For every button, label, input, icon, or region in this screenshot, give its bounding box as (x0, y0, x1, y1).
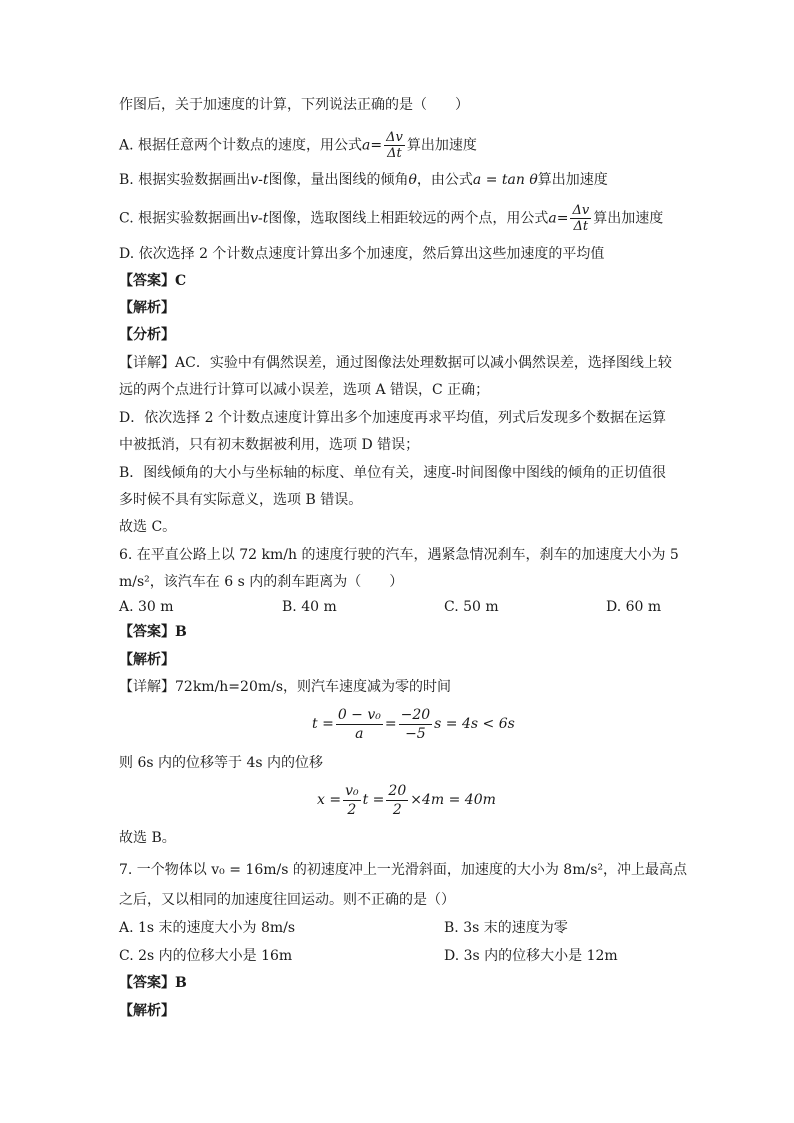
q6-eq2-fraction-1 (343, 782, 361, 819)
q6-eq2-den1: 2 (347, 801, 357, 818)
q5-option-c-fraction (570, 203, 591, 234)
q6-stem-line-1: 6. 在平直公路上以 72 km/h 的速度行驶的汽车，遇紧急情况刹车，刹车的加速度大小为 5 (119, 547, 679, 563)
q6-eq2-result: ×4m = 40m (410, 792, 496, 808)
q6-option-c: C. 50 m (444, 599, 499, 615)
q7-option-a: A. 1s 末的速度大小为 8m/s (119, 920, 296, 936)
q5-option-a-eq: = (370, 137, 383, 154)
q6-eq1-lhs: t = (312, 716, 334, 732)
q5-conclusion: 故选 C。 (119, 519, 177, 535)
q5-option-a (119, 130, 477, 161)
q6-eq1-fraction-2 (399, 706, 433, 743)
q6-option-a: A. 30 m (119, 599, 174, 615)
q5-detail-line-3: D．依次选择 2 个计数点速度计算出多个加速度再求平均值，列式后发现多个数据在运算 (119, 410, 667, 426)
q5-detail-line-2: 远的两个点进行计算可以减小误差，选项 A 错误，C 正确； (119, 382, 490, 398)
q5-option-c-vt: v-t (250, 210, 269, 227)
q6-equation-displacement (317, 780, 496, 820)
q7-stem-line-2: 之后，又以相同的加速度往回运动。则不正确的是（） (119, 892, 455, 908)
q5-option-b-pre: B. 根据实验数据画出 (119, 172, 251, 188)
q6-detail-line-1: 【详解】72km/h=20m/s，则汽车速度减为零的时间 (119, 679, 452, 695)
q5-option-b-formula: a = tan θ (472, 172, 538, 188)
q5-option-c (119, 203, 663, 234)
q5-option-c-eq: = (556, 210, 569, 227)
q6-detail-line-2: 则 6s 内的位移等于 4s 内的位移 (119, 755, 323, 771)
q5-option-b-mid2: ，由公式 (416, 172, 473, 188)
q6-eq1-num1: 0 − v₀ (337, 706, 381, 723)
q6-eq1-num2: −20 (400, 706, 431, 723)
q5-option-a-fraction (384, 130, 405, 161)
q5-option-a-denominator: Δt (387, 146, 402, 161)
q5-option-c-numerator: Δv (572, 203, 590, 218)
q7-option-b: B. 3s 末的速度为零 (444, 920, 568, 936)
q5-option-c-mid: 图像，选取图线上相距较远的两个点，用公式 (268, 210, 549, 227)
q5-option-c-pre: C. 根据实验数据画出 (119, 210, 251, 227)
q5-option-b-post: 算出加速度 (537, 172, 608, 188)
q7-jiexi-label: 【解析】 (119, 1003, 175, 1019)
q6-eq2-num1: v₀ (345, 782, 359, 799)
q6-eq1-den2: −5 (405, 725, 426, 742)
q7-option-c: C. 2s 内的位移大小是 16m (119, 948, 293, 964)
q5-option-a-pre: A. 根据任意两个计数点的速度，用公式 (119, 137, 363, 154)
q6-jiexi-label: 【解析】 (119, 652, 175, 668)
q6-answer: 【答案】B (119, 624, 187, 640)
q5-option-a-post: 算出加速度 (406, 137, 477, 154)
q6-eq2-num2: 20 (388, 782, 407, 799)
q6-eq2-fraction-2 (386, 782, 408, 819)
q7-answer: 【答案】B (119, 975, 187, 991)
q6-equation-time (312, 704, 515, 744)
q5-option-a-numerator: Δv (386, 130, 403, 145)
q5-option-c-denominator: Δt (573, 219, 589, 234)
q7-option-d: D. 3s 内的位移大小是 12m (444, 948, 618, 964)
q6-eq2-lhs: x = (317, 792, 342, 808)
q5-option-b-theta: θ (408, 172, 417, 188)
q5-detail-line-6: 多时候不具有实际意义，选项 B 错误。 (119, 492, 363, 508)
q6-option-d: D. 60 m (606, 599, 662, 615)
q5-fenxi-label: 【分析】 (119, 327, 175, 343)
q6-eq1-fraction-1 (336, 706, 383, 743)
q5-option-b-mid: 图像，量出图线的倾角 (268, 172, 409, 188)
q7-stem-line-1: 7. 一个物体以 v₀ = 16m/s 的初速度冲上一光滑斜面，加速度的大小为 8m/s²，冲上最高点 (119, 862, 687, 878)
q5-detail-line-4: 中被抵消，只有初末数据被利用，选项 D 错误； (119, 437, 420, 453)
q5-option-a-var: a (362, 137, 371, 154)
q5-option-c-post: 算出加速度 (593, 210, 664, 227)
q6-option-b: B. 40 m (282, 599, 337, 615)
q5-detail-line-1: 【详解】AC．实验中有偶然误差，通过图像法处理数据可以减小偶然误差，选择图线上较 (119, 355, 672, 371)
q5-detail-line-5: B．图线倾角的大小与坐标轴的标度、单位有关，速度-时间图像中图线的倾角的正切值很 (119, 465, 667, 481)
q5-option-d: D. 依次选择 2 个计数点速度计算出多个加速度，然后算出这些加速度的平均值 (119, 246, 605, 262)
q5-answer: 【答案】C (119, 273, 187, 289)
q6-conclusion: 故选 B。 (119, 830, 176, 846)
q6-eq2-mid: t = (362, 792, 385, 808)
q5-option-c-var: a (548, 210, 557, 227)
q5-stem: 作图后，关于加速度的计算，下列说法正确的是（ ） (119, 97, 469, 113)
q6-eq1-equals: = (384, 716, 397, 732)
q6-eq1-result: s = 4s < 6s (434, 716, 515, 732)
q5-option-b (119, 170, 608, 190)
q6-eq2-den2: 2 (392, 801, 402, 818)
q5-option-b-vt: v-t (250, 172, 269, 188)
q5-jiexi-label: 【解析】 (119, 300, 175, 316)
q6-eq1-den1: a (355, 725, 364, 742)
q6-stem-line-2: m/s²，该汽车在 6 s 内的刹车距离为（ ） (119, 574, 404, 590)
